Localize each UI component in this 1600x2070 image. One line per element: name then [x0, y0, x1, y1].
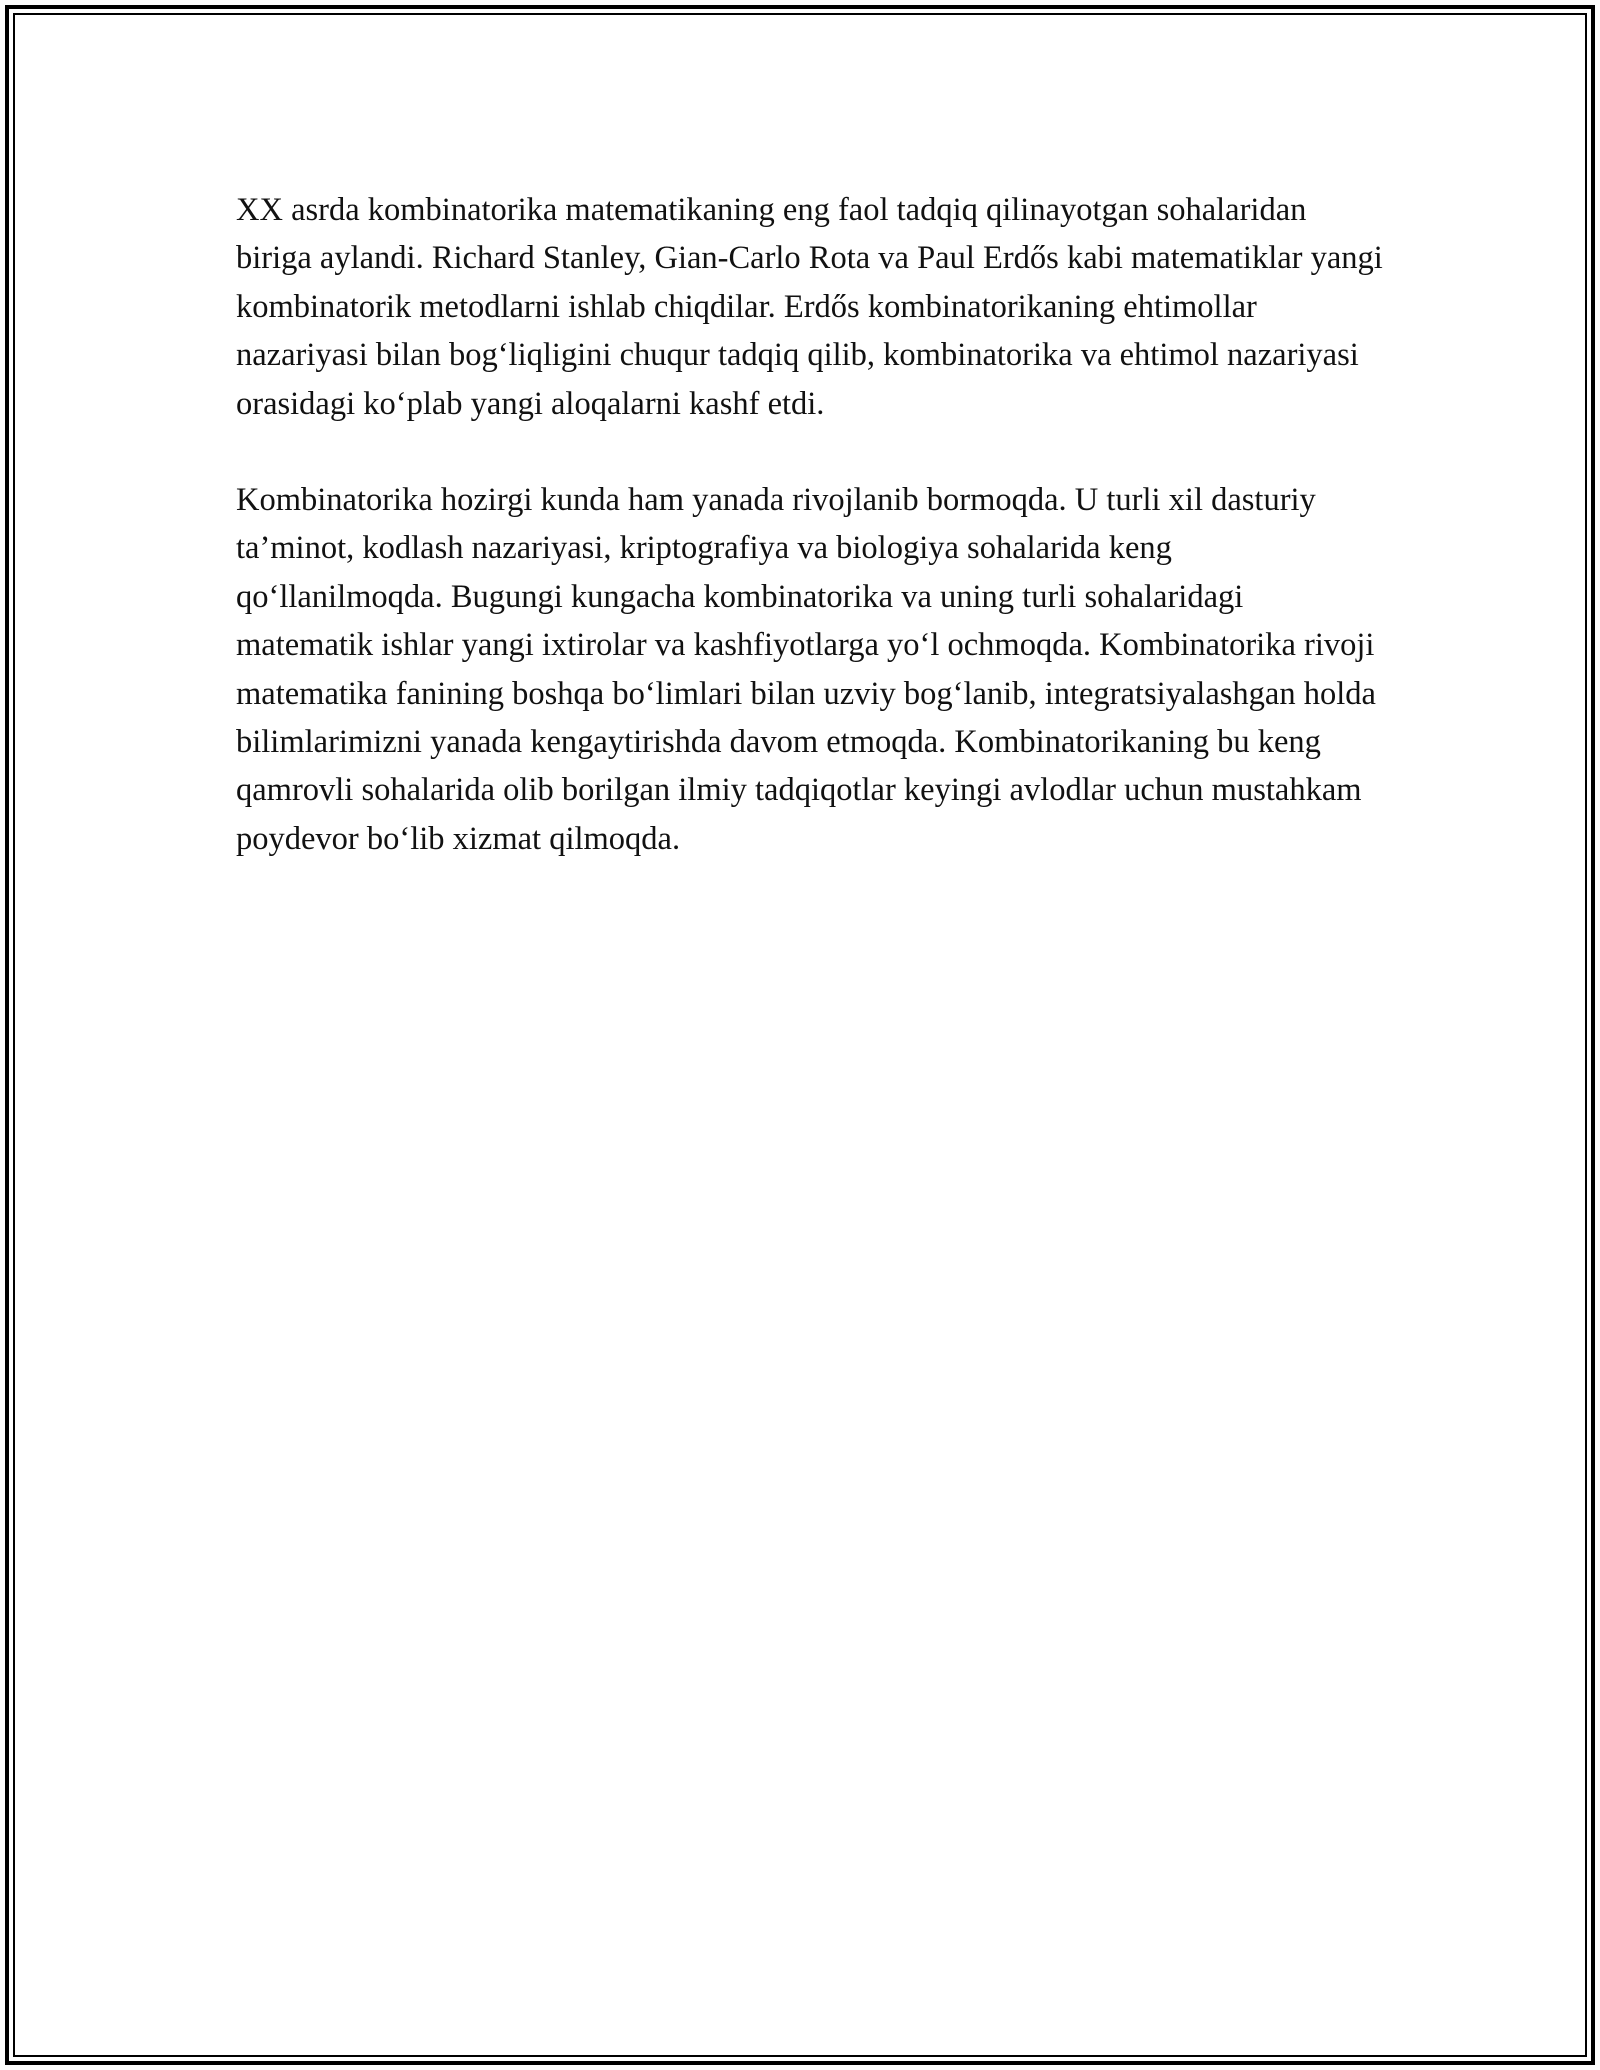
document-body	[236, 186, 1386, 911]
paragraph-1: XX asrda kombinatorika matematikaning eng faol tadqiq qilinayotgan sohalaridan biriga aylandi. Richard Stanley, Gian-Carlo Rota va Paul Erdős kabi matematiklar yangi kombinatorik metodlarni ishlab chiqdilar. Erdős kombinatorikaning ehtimollar nazariyasi bilan bog‘liqligini chuqur tadqiq qilib, kombinatorika va ehtimol nazariyasi orasidagi ko‘plab yangi aloqalarni kashf etdi.	[236, 192, 1383, 422]
paragraph-2: Kombinatorika hozirgi kunda ham yanada rivojlanib bormoqda. U turli xil dasturiy ta’minot, kodlash nazariyasi, kriptografiya va biologiya sohalarida keng qo‘llanilmoqda. Bugungi kungacha kombinatorika va uning turli sohalaridagi matematik ishlar yangi ixtirolar va kashfiyotlarga yo‘l ochmoqda. Kombinatorika rivoji matematika fanining boshqa bo‘limlari bilan uzviy bog‘lanib, integratsiyalashgan holda bilimlarimizni yanada kengaytirishda davom etmoqda. Kombinatorikaning bu keng qamrovli sohalarida olib borilgan ilmiy tadqiqotlar keyingi avlodlar uchun mustahkam poydevor bo‘lib xizmat qilmoqda.	[236, 482, 1376, 857]
